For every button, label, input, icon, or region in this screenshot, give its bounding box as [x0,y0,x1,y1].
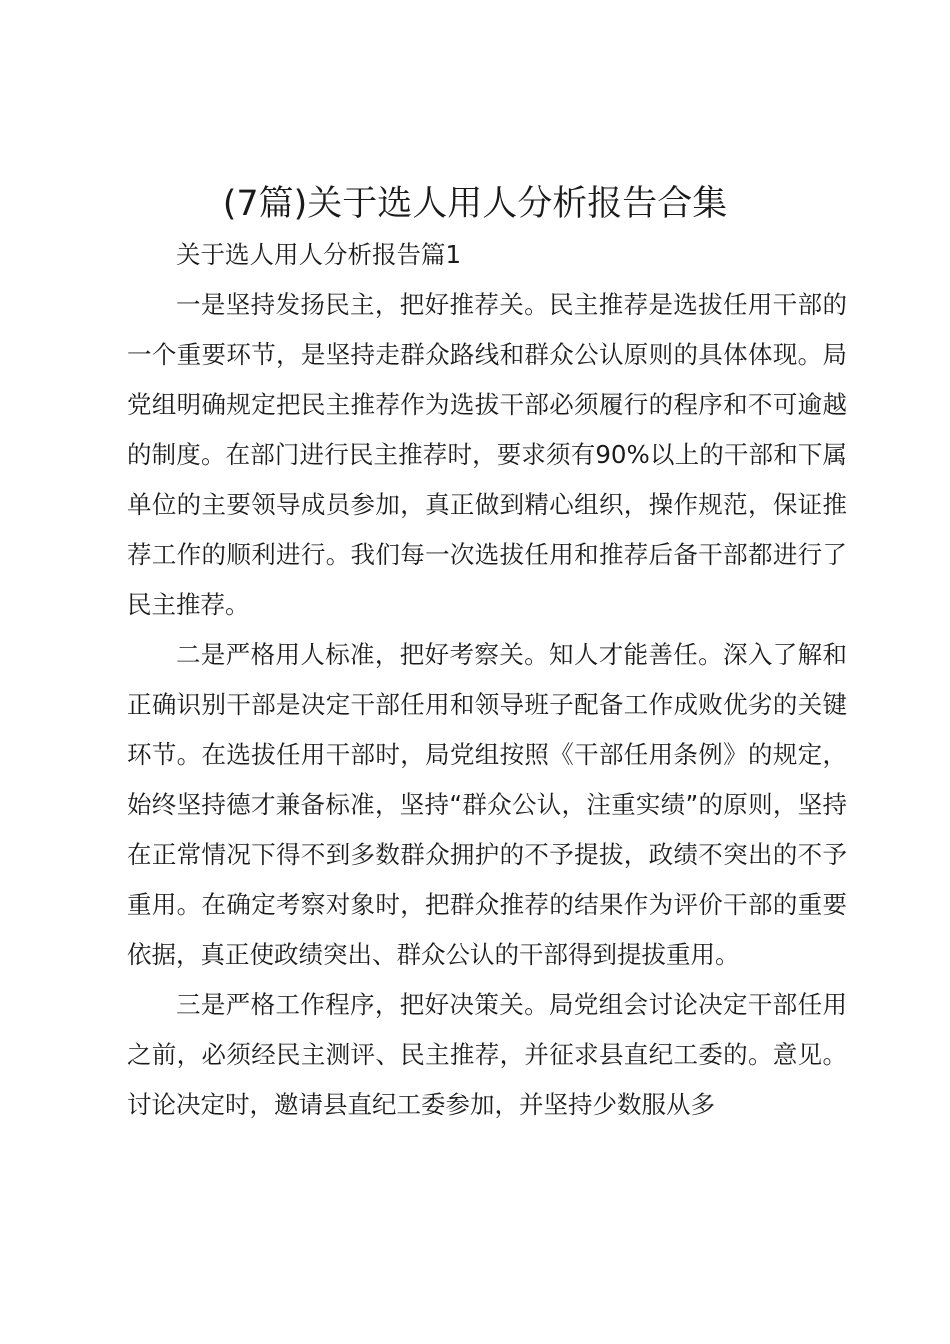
paragraph-3: 三是严格工作程序，把好决策关。局党组会讨论决定干部任用之前，必须经民主测评、民主推荐，并征求县直纪工委的。意见。讨论决定时，邀请县直纪工委参加，并坚持少数服从多 [127,990,847,1119]
document-subtitle: 关于选人用人分析报告篇1 [176,240,462,269]
paragraph-2: 二是严格用人标准，把好考察关。知人才能善任。深入了解和正确识别干部是决定干部任用和领导班子配备工作成败优劣的关键环节。在选拔任用干部时，局党组按照《干部任用条例》的规定，始终坚持德才兼备标准，坚持“群众公认，注重实绩”的原则，坚持在正常情况下得不到多数群众拥护的不予提拔，政绩不突出的不予重用。在确定考察对象时，把群众推荐的结果作为评价干部的重要依据，真正使政绩突出、群众公认的干部得到提拔重用。 [127,640,847,969]
document-title: (7篇)关于选人用人分析报告合集 [222,184,728,224]
document-body [127,230,847,1130]
paragraph-1: 一是坚持发扬民主，把好推荐关。民主推荐是选拔任用干部的一个重要环节，是坚持走群众路线和群众公认原则的具体体现。局党组明确规定把民主推荐作为选拔干部必须履行的程序和不可逾越的制度。在部门进行民主推荐时，要求须有90%以上的干部和下属单位的主要领导成员参加，真正做到精心组织，操作规范，保证推荐工作的顺利进行。我们每一次选拔任用和推荐后备干部都进行了民主推荐。 [127,290,847,619]
